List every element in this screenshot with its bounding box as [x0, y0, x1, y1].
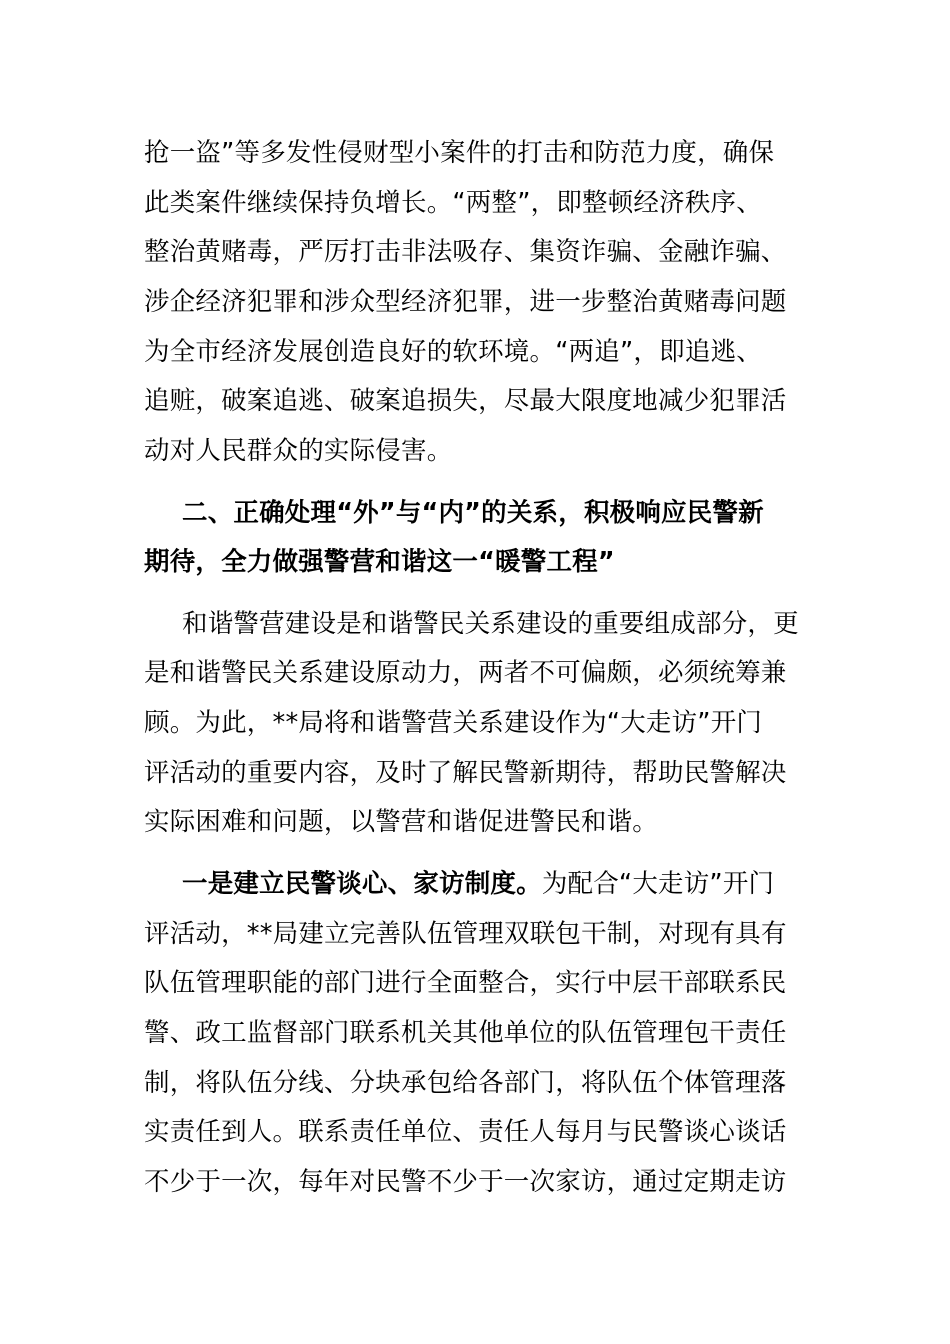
paragraph-3-line: 警、政工监督部门联系机关其他单位的队伍管理包干责任	[144, 1018, 787, 1048]
paragraph-3-line: 实责任到人。联系责任单位、责任人每月与民警谈心谈话	[144, 1117, 787, 1147]
paragraph-3-first-line	[182, 867, 862, 901]
paragraph-2-line: 顾。为此，**局将和谐警营关系建设作为“大走访”开门	[144, 708, 763, 738]
paragraph-3-line: 不少于一次，每年对民警不少于一次家访，通过定期走访	[144, 1167, 787, 1197]
section-heading-line: 二、正确处理“外”与“内”的关系，积极响应民警新	[182, 498, 764, 528]
paragraph-1-line: 整治黄赌毒，严厉打击非法吸存、集资诈骗、金融诈骗、	[144, 237, 787, 267]
paragraph-1-line: 涉企经济犯罪和涉众型经济犯罪，进一步整治黄赌毒问题	[144, 287, 787, 317]
paragraph-3-line: 队伍管理职能的部门进行全面整合，实行中层干部联系民	[144, 968, 787, 998]
paragraph-1-line: 追赃，破案追逃、破案追损失，尽最大限度地减少犯罪活	[144, 386, 787, 416]
paragraph-1-line: 动对人民群众的实际侵害。	[144, 436, 453, 466]
section-heading-line: 期待，全力做强警营和谐这一“暖警工程”	[144, 547, 615, 577]
paragraph-3-lead-bold: 一是建立民警谈心、家访制度。	[182, 869, 542, 899]
paragraph-3-line: 评活动，**局建立完善队伍管理双联包干制，对现有具有	[144, 919, 787, 949]
paragraph-1-line: 抢一盗”等多发性侵财型小案件的打击和防范力度，确保	[144, 138, 775, 168]
paragraph-1-line: 此类案件继续保持负增长。“两整”，即整顿经济秩序、	[144, 188, 762, 218]
paragraph-3-line: 制，将队伍分线、分块承包给各部门，将队伍个体管理落	[144, 1068, 787, 1098]
paragraph-2-line: 和谐警营建设是和谐警民关系建设的重要组成部分，更	[182, 609, 799, 639]
paragraph-3-lead-rest: 为配合“大走访”开门	[541, 869, 775, 899]
paragraph-2-line: 实际困难和问题，以警营和谐促进警民和谐。	[144, 807, 659, 837]
paragraph-1-line: 为全市经济发展创造良好的软环境。“两追”，即追逃、	[144, 337, 762, 367]
paragraph-2-line: 评活动的重要内容，及时了解民警新期待，帮助民警解决	[144, 758, 787, 788]
paragraph-2-line: 是和谐警民关系建设原动力，两者不可偏颇，必须统筹兼	[144, 658, 787, 688]
